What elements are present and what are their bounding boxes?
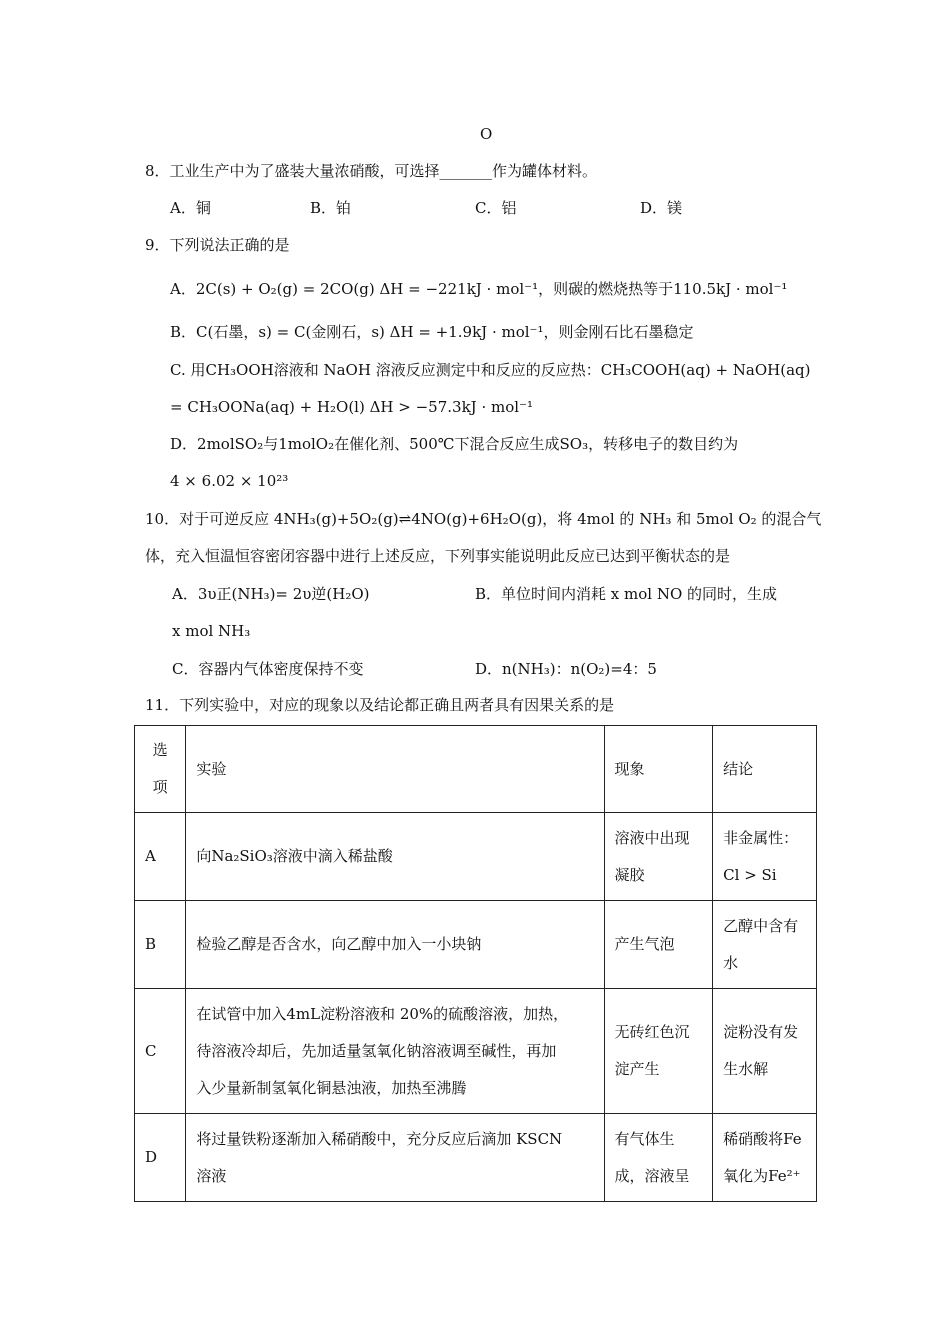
conclusion-line: 稀硝酸将Fe: [723, 1129, 802, 1148]
q9-option-d-line2: 4 × 6.02 × 10²³: [170, 472, 289, 490]
q8-option-a: A．铜: [170, 199, 211, 217]
row-phenomenon: [604, 989, 713, 1114]
q9-option-a: A．2C(s) + O₂(g) = 2CO(g) ΔH = −221kJ · mol⁻¹，则碳的燃烧热等于110.5kJ · mol⁻¹: [170, 280, 788, 298]
q8-option-c: C．铝: [475, 199, 517, 217]
q8-option-b: B．铂: [310, 199, 352, 217]
q9-stem: 9．下列说法正确的是: [145, 236, 290, 254]
table-row: [135, 989, 817, 1114]
row-phenomenon: [604, 901, 713, 989]
conclusion-line: 淀粉没有发: [723, 1023, 799, 1041]
phenomenon-line: 凝胶: [614, 865, 645, 884]
experiment-line: 入少量新制氢氧化铜悬浊液，加热至沸腾: [196, 1078, 467, 1097]
conclusion-line: 乙醇中含有: [723, 916, 799, 935]
table-row: [135, 901, 817, 989]
q8-stem: 8．工业生产中为了盛装大量浓硝酸，可选择_______作为罐体材料。: [145, 162, 598, 180]
experiment-line: 溶液: [196, 1166, 227, 1185]
experiment-line: 检验乙醇是否含水，向乙醇中加入一小块钠: [196, 935, 482, 953]
q10-stem-line1: 10．对于可逆反应 4NH₃(g)+5O₂(g)⇌4NO(g)+6H₂O(g)，将 4mol 的 NH₃ 和 5mol O₂ 的混合气: [145, 510, 822, 528]
q9-option-c-line1: C. 用CH₃OOH溶液和 NaOH 溶液反应测定中和反应的反应热：CH₃COOH(aq) + NaOH(aq): [170, 361, 811, 379]
q10-option-a: A．3υ正(NH₃)= 2υ逆(H₂O): [172, 585, 370, 603]
experiment-line: 待溶液冷却后，先加适量氢氧化钠溶液调至碱性，再加: [196, 1041, 557, 1060]
q11-stem: 11．下列实验中，对应的现象以及结论都正确且两者具有因果关系的是: [145, 696, 615, 714]
q10-option-d: D．n(NH₃)：n(O₂)=4：5: [475, 660, 657, 678]
phenomenon-line: 有气体生: [614, 1129, 675, 1148]
row-conclusion: [713, 813, 817, 901]
phenomenon-line: 成，溶液呈: [614, 1166, 690, 1185]
phenomenon-line: 淀产生: [614, 1060, 660, 1078]
row-experiment: [186, 989, 604, 1114]
page-marker: O: [480, 125, 493, 143]
q9-option-c-line2: = CH₃OONa(aq) + H₂O(l) ΔH > −57.3kJ · mol⁻¹: [170, 398, 533, 416]
header-option-char-1: 选: [152, 741, 168, 759]
table-row: [135, 813, 817, 901]
header-experiment: 实验: [186, 726, 604, 813]
row-experiment: [186, 813, 604, 901]
conclusion-line: 水: [723, 953, 739, 972]
header-option: [135, 726, 186, 813]
row-conclusion: [713, 1114, 817, 1202]
row-conclusion: [713, 901, 817, 989]
experiment-table: [134, 725, 817, 1202]
q9-option-b: B．C(石墨，s) = C(金刚石，s) ΔH = +1.9kJ · mol⁻¹，则金刚石比石墨稳定: [170, 323, 694, 341]
q9-option-d-line1: D．2molSO₂与1molO₂在催化剂、500℃下混合反应生成SO₃，转移电子的数目约为: [170, 435, 739, 453]
phenomenon-line: 无砖红色沉: [614, 1023, 690, 1041]
conclusion-line: 非金属性：: [723, 828, 799, 847]
row-phenomenon: [604, 813, 713, 901]
header-phenomenon: 现象: [604, 726, 713, 813]
conclusion-line: 生水解: [723, 1060, 769, 1078]
row-option: D: [135, 1114, 186, 1202]
row-experiment: [186, 1114, 604, 1202]
q10-option-b-line1: B．单位时间内消耗 x mol NO 的同时，生成: [475, 585, 778, 603]
row-phenomenon: [604, 1114, 713, 1202]
experiment-line: 在试管中加入4mL淀粉溶液和 20%的硫酸溶液，加热，: [196, 1004, 569, 1023]
header-conclusion: 结论: [713, 726, 817, 813]
conclusion-line: Cl > Si: [723, 865, 777, 884]
q10-option-c: C．容器内气体密度保持不变: [172, 660, 364, 678]
header-option-char-2: 项: [152, 778, 168, 796]
table-header-row: [135, 726, 817, 813]
experiment-line: 将过量铁粉逐渐加入稀硝酸中，充分反应后滴加 KSCN: [196, 1129, 563, 1148]
q10-stem-line2: 体，充入恒温恒容密闭容器中进行上述反应，下列事实能说明此反应已达到平衡状态的是: [145, 547, 731, 565]
q8-option-d: D．镁: [640, 199, 683, 217]
table-row: [135, 1114, 817, 1202]
row-option: C: [135, 989, 186, 1114]
q10-option-b-line2: x mol NH₃: [172, 622, 251, 640]
row-option: B: [135, 901, 186, 989]
conclusion-line: 氧化为Fe²⁺: [723, 1166, 801, 1185]
row-conclusion: [713, 989, 817, 1114]
row-experiment: [186, 901, 604, 989]
experiment-line: 向Na₂SiO₃溶液中滴入稀盐酸: [196, 847, 393, 865]
row-option: A: [135, 813, 186, 901]
phenomenon-line: 溶液中出现: [614, 828, 690, 847]
phenomenon-line: 产生气泡: [614, 935, 675, 953]
